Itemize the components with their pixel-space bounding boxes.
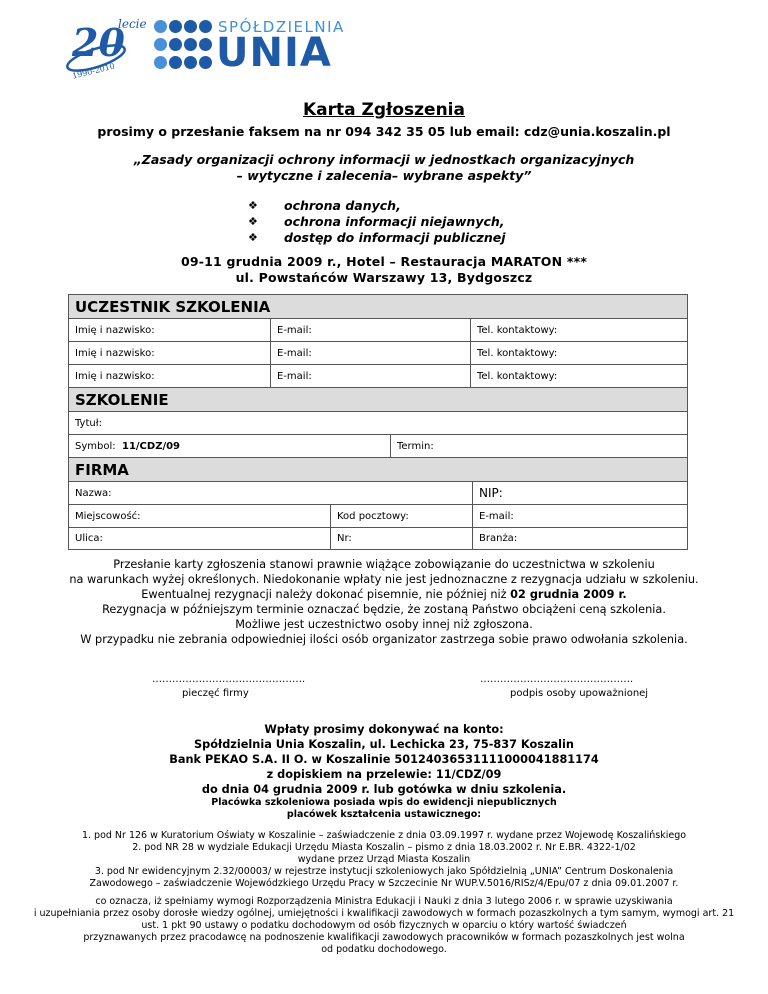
terms-line: W przypadku nie zebrania odpowiedniej ilości osób organizator zastrzega sobie prawo odwołania szkolenia. <box>80 633 688 646</box>
participant-section-header: UCZESTNIK SZKOLENIA <box>68 294 688 318</box>
accreditation-entries <box>0 830 768 890</box>
payment-line: do dnia 04 grudnia 2009 r. lub gotówka w dniu szkolenia. <box>201 783 567 796</box>
company-number-field[interactable]: Nr: <box>331 528 473 549</box>
anniversary-logo <box>62 12 148 80</box>
legal-footer <box>0 896 768 956</box>
brand-line1: SPÓŁDZIELNIA <box>218 18 345 36</box>
stamp-signature-line[interactable]: ………………………………………. <box>152 674 306 685</box>
company-name-row <box>68 481 688 504</box>
symbol-label: Symbol: <box>75 440 116 452</box>
participant-phone-field[interactable]: Tel. kontaktowy: <box>477 370 558 382</box>
company-section-header: FIRMA <box>68 457 688 481</box>
company-industry-field[interactable]: Branża: <box>479 533 518 544</box>
accreditation-heading-line: Placówka szkoleniowa posiada wpis do ewidencji niepublicznych <box>211 797 557 808</box>
diamond-bullet-icon: ❖ <box>248 231 258 244</box>
logo-20-text: 20 <box>72 20 125 65</box>
company-city-row <box>68 504 688 527</box>
participant-name-field[interactable]: Imię i nazwisko: <box>69 319 271 341</box>
page-title: Karta Zgłoszenia <box>303 100 465 120</box>
topic-bullets <box>248 198 506 246</box>
event-info <box>0 254 768 286</box>
unia-logo <box>154 18 354 74</box>
payment-info <box>0 722 768 797</box>
training-symbol-field[interactable] <box>69 435 391 457</box>
symbol-value: 11/CDZ/09 <box>121 440 181 452</box>
terms-line: Możliwe jest uczestnictwo osoby innej niż zgłoszona. <box>235 618 533 631</box>
accreditation-entry: 3. pod Nr ewidencyjnym 2.32/00003/ w rejestrze instytucji szkoleniowych jako Spółdzielnią „UNIA” Centrum Doskonalenia <box>94 866 674 877</box>
training-term-field[interactable]: Termin: <box>397 440 434 452</box>
terms-line <box>0 587 768 602</box>
terms-line-text: Ewentualnej rezygnacji należy dokonać pisemnie, nie później niż <box>141 588 511 601</box>
footer-line: ust. 1 pkt 90 ustawy o podatku dochodowym od osób fizycznych w oparciu o który wartość świadczeń <box>141 920 627 931</box>
participant-name-field[interactable]: Imię i nazwisko: <box>69 365 271 387</box>
bullet-item <box>248 214 506 230</box>
footer-line: i uzupełniania przez osoby dorosłe wiedzy ogólnej, umiejętności i kwalifikacji zawodowych w formach pozaszkolnych a tym samym, wymogi art. 21 <box>33 908 735 919</box>
accreditation-heading <box>0 797 768 821</box>
bullet-text: ochrona informacji niejawnych, <box>284 214 505 229</box>
terms-line: na warunkach wyżej określonych. Niedokonanie wpłaty nie jest jednoznaczne z rezygnacja udziału w szkoleniu. <box>69 573 699 586</box>
participant-row <box>68 364 688 387</box>
logo-lecie-text: lecie <box>118 17 147 31</box>
payment-line: Spółdzielnia Unia Koszalin, ul. Lechicka 23, 75-837 Koszalin <box>194 738 574 751</box>
footer-line: od podatku dochodowego. <box>321 944 447 955</box>
topic-line2: – wytyczne i zalecenia– wybrane aspekty” <box>236 168 532 183</box>
company-street-row <box>68 527 688 550</box>
unia-dots-icon <box>154 18 214 74</box>
diamond-bullet-icon: ❖ <box>248 215 258 228</box>
payment-account: Bank PEKAO S.A. II O. w Koszalinie 50124036531111000041881174 <box>169 753 599 766</box>
logo-years-text: 1990-2010 <box>71 61 116 80</box>
company-email-field[interactable]: E-mail: <box>479 510 514 522</box>
training-title-row <box>68 411 688 434</box>
topic-line1: „Zasady organizacji ochrony informacji w jednostkach organizacyjnych <box>133 152 635 167</box>
accreditation-entry: 2. pod NR 28 w wydziale Edukacji Urzędu Miasta Koszalin – pismo z dnia 18.03.2002 r. Nr E.BR. 4322-1/02 <box>132 842 636 853</box>
participant-name-field[interactable]: Imię i nazwisko: <box>69 342 271 364</box>
training-topic <box>0 152 768 184</box>
participant-row <box>68 318 688 341</box>
bullet-item <box>248 198 506 214</box>
footer-line: co oznacza, iż spełniamy wymogi Rozporządzenia Ministra Edukacji i Nauki z dnia 3 lutego 2006 r. w sprawie uzyskiwania <box>95 896 673 907</box>
accreditation-entry: Zawodowego – zaświadczenie Wojewódzkiego Urzędu Pracy w Szczecinie Nr WUP.V.5016/RISz/4/Epu/07 z dnia 09.01.2007 r. <box>89 878 679 889</box>
company-postal-field[interactable]: Kod pocztowy: <box>331 505 473 527</box>
terms-text <box>0 557 768 647</box>
event-address: ul. Powstańców Warszawy 13, Bydgoszcz <box>235 270 533 285</box>
bullet-text: dostęp do informacji publicznej <box>284 230 506 245</box>
training-symbol-row <box>68 434 688 457</box>
footer-line: przyznawanych przez pracodawcę na podnoszenie kwalifikacji zawodowych pracowników w formach pozaszkolnych jest wolna <box>83 932 685 943</box>
payment-line: Wpłaty prosimy dokonywać na konto: <box>264 723 504 736</box>
company-city-field[interactable]: Miejscowość: <box>69 505 331 527</box>
participant-row <box>68 341 688 364</box>
accreditation-heading-line: placówek kształcenia ustawicznego: <box>286 809 482 820</box>
accreditation-entry: wydane przez Urząd Miasta Koszalin <box>297 854 471 865</box>
company-name-field[interactable]: Nazwa: <box>69 482 473 504</box>
company-nip-field[interactable]: NIP: <box>479 486 503 500</box>
brand-line2: UNIA <box>216 30 332 76</box>
bullet-item <box>248 230 506 246</box>
terms-line: Przesłanie karty zgłoszenia stanowi prawnie wiążące zobowiązanie do uczestnictwa w szkoleniu <box>113 558 655 571</box>
payment-line: z dopiskiem na przelewie: 11/CDZ/09 <box>266 768 502 781</box>
authorized-signature-line[interactable]: ………………………………………. <box>480 674 634 685</box>
training-title-field[interactable]: Tytuł: <box>75 417 102 429</box>
terms-line: Rezygnacja w późniejszym terminie oznaczać będzie, że zostaną Państwo obciążeni ceną szkolenia. <box>102 603 666 616</box>
diamond-bullet-icon: ❖ <box>248 199 258 212</box>
event-date-venue: 09-11 grudnia 2009 r., Hotel – Restauracja MARATON *** <box>180 254 588 269</box>
company-street-field[interactable]: Ulica: <box>69 528 331 549</box>
registration-form <box>68 294 688 550</box>
stamp-label: pieczęć firmy <box>182 688 249 699</box>
participant-email-field[interactable]: E-mail: <box>271 319 471 341</box>
cancellation-deadline: 02 grudnia 2009 r. <box>510 588 627 601</box>
authorized-signature-label: podpis osoby upoważnionej <box>510 688 649 699</box>
training-section-header: SZKOLENIE <box>68 387 688 411</box>
fax-instructions: prosimy o przesłanie faksem na nr 094 342 35 05 lub email: cdz@unia.koszalin.pl <box>97 124 671 139</box>
participant-phone-field[interactable]: Tel. kontaktowy: <box>477 324 558 336</box>
bullet-text: ochrona danych, <box>284 198 401 213</box>
participant-email-field[interactable]: E-mail: <box>271 342 471 364</box>
participant-phone-field[interactable]: Tel. kontaktowy: <box>477 347 558 359</box>
accreditation-entry: 1. pod Nr 126 w Kuratorium Oświaty w Koszalinie – zaświadczenie z dnia 03.09.1997 r. wydane przez Wojewodę Koszalińskiego <box>81 830 687 841</box>
participant-email-field[interactable]: E-mail: <box>271 365 471 387</box>
